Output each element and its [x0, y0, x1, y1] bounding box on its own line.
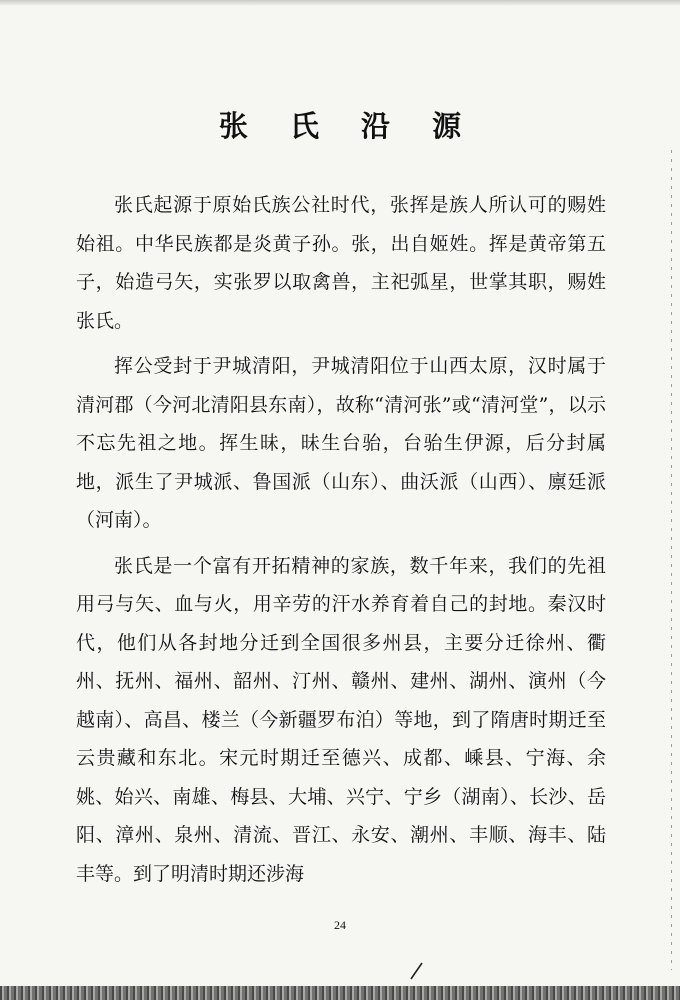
scan-bottom-edge: [0, 986, 680, 1000]
pen-stroke-mark: [410, 962, 424, 980]
scan-binding-edge: [671, 150, 672, 970]
page-number: 24: [334, 918, 346, 932]
body-text: [76, 186, 606, 900]
scan-top-shadow: [0, 0, 680, 6]
page-title: 张 氏 沿 源: [218, 109, 478, 143]
paragraph-2: 挥公受封于尹城清阳，尹城清阳位于山西太原，汉时属于清河郡（今河北清阳县东南），故称“清河张”或“清河堂”，以示不忘先祖之地。挥生昧，昧生台骀，台骀生伊源，后分封属地，派生了尹城派、鲁国派（山东）、曲沃派（山西）、廪廷派（河南）。: [76, 355, 606, 531]
paragraph-1: 张氏起源于原始氏族公社时代，张挥是族人所认可的赐姓始祖。中华民族都是炎黄子孙。张，出自姬姓。挥是黄帝第五子，始造弓矢，实张罗以取禽兽，主祀弧星，世掌其职，赐姓张氏。: [76, 194, 606, 332]
paragraph-3: 张氏是一个富有开拓精神的家族，数千年来，我们的先祖用弓与矢、血与火，用辛劳的汗水养育着自己的封地。秦汉时代，他们从各封地分迁到全国很多州县，主要分迁徐州、衢州、抚州、福州、韶州、汀州、赣州、建州、湖州、演州（今越南）、高昌、楼兰（今新疆罗布泊）等地，到了隋唐时期迁至云贵藏和东北。宋元时期迁至德兴、成都、嵊县、宁海、余姚、始兴、南雄、梅县、大埔、兴宁、宁乡（湖南）、长沙、岳阳、漳州、泉州、清流、晋江、永安、潮州、丰顺、海丰、陆丰等。到了明清时期还涉海: [76, 554, 606, 885]
